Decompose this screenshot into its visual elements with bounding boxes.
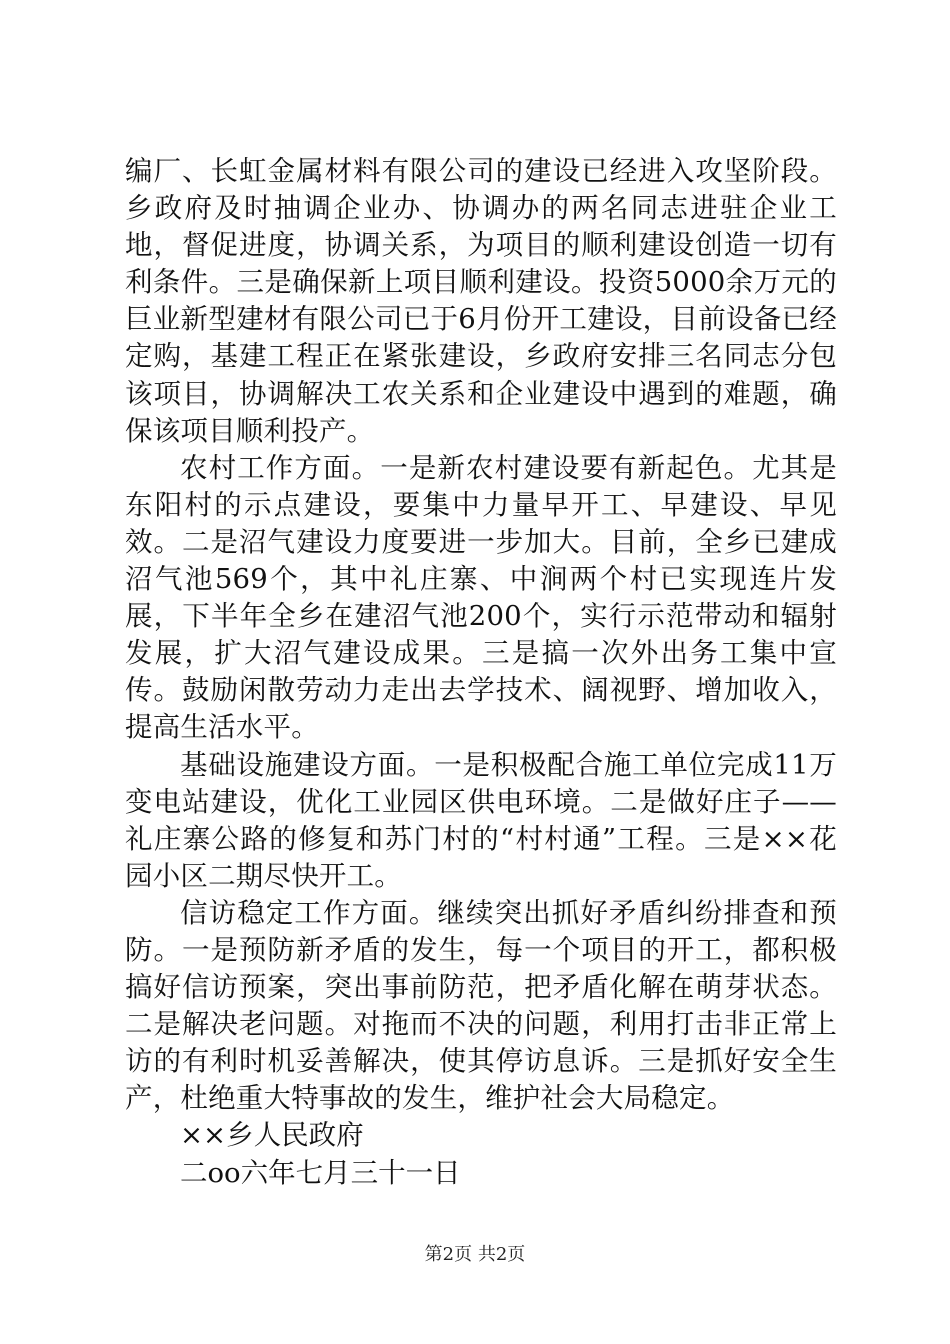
signature-date: 二oo六年七月三十一日 [180,1156,461,1189]
page-number-footer: 第2页 共2页 [424,1244,526,1265]
signature-issuer: ××乡人民政府 [180,1119,364,1152]
paragraph-petition-stability: 信访稳定工作方面。继续突出抓好矛盾纠纷排查和预防。一是预防新矛盾的发生，每一个项目的开工，都积极搞好信访预案，突出事前防范，把矛盾化解在萌芽状态。二是解决老问题。对拖而不决的问题，利用打击非正常上访的有利时机妥善解决，使其停访息诉。三是抓好安全生产，杜绝重大特事故的发生，维护社会大局稳定。 [125,896,837,1115]
document-body [125,153,837,1192]
paragraph-rural-work: 农村工作方面。一是新农村建设要有新起色。尤其是东阳村的示点建设，要集中力量早开工、早建设、早见效。二是沼气建设力度要进一步加大。目前，全乡已建成沼气池569个，其中礼庄寨、中涧两个村已实现连片发展，下半年全乡在建沼气池200个，实行示范带动和辐射发展，扩大沼气建设成果。三是搞一次外出务工集中宣传。鼓励闲散劳动力走出去学技术、阔视野、增加收入，提高生活水平。 [125,451,837,744]
paragraph-continued: 编厂、长虹金属材料有限公司的建设已经进入攻坚阶段。乡政府及时抽调企业办、协调办的两名同志进驻企业工地，督促进度，协调关系，为项目的顺利建设创造一切有利条件。三是确保新上项目顺利建设。投资5000余万元的巨业新型建材有限公司已于6月份开工建设，目前设备已经定购，基建工程正在紧张建设，乡政府安排三名同志分包该项目，协调解决工农关系和企业建设中遇到的难题，确保该项目顺利投产。 [125,155,837,447]
paragraph-infrastructure: 基础设施建设方面。一是积极配合施工单位完成11万变电站建设，优化工业园区供电环境。二是做好庄子——礼庄寨公路的修复和苏门村的“村村通”工程。三是××花园小区二期尽快开工。 [125,748,837,892]
